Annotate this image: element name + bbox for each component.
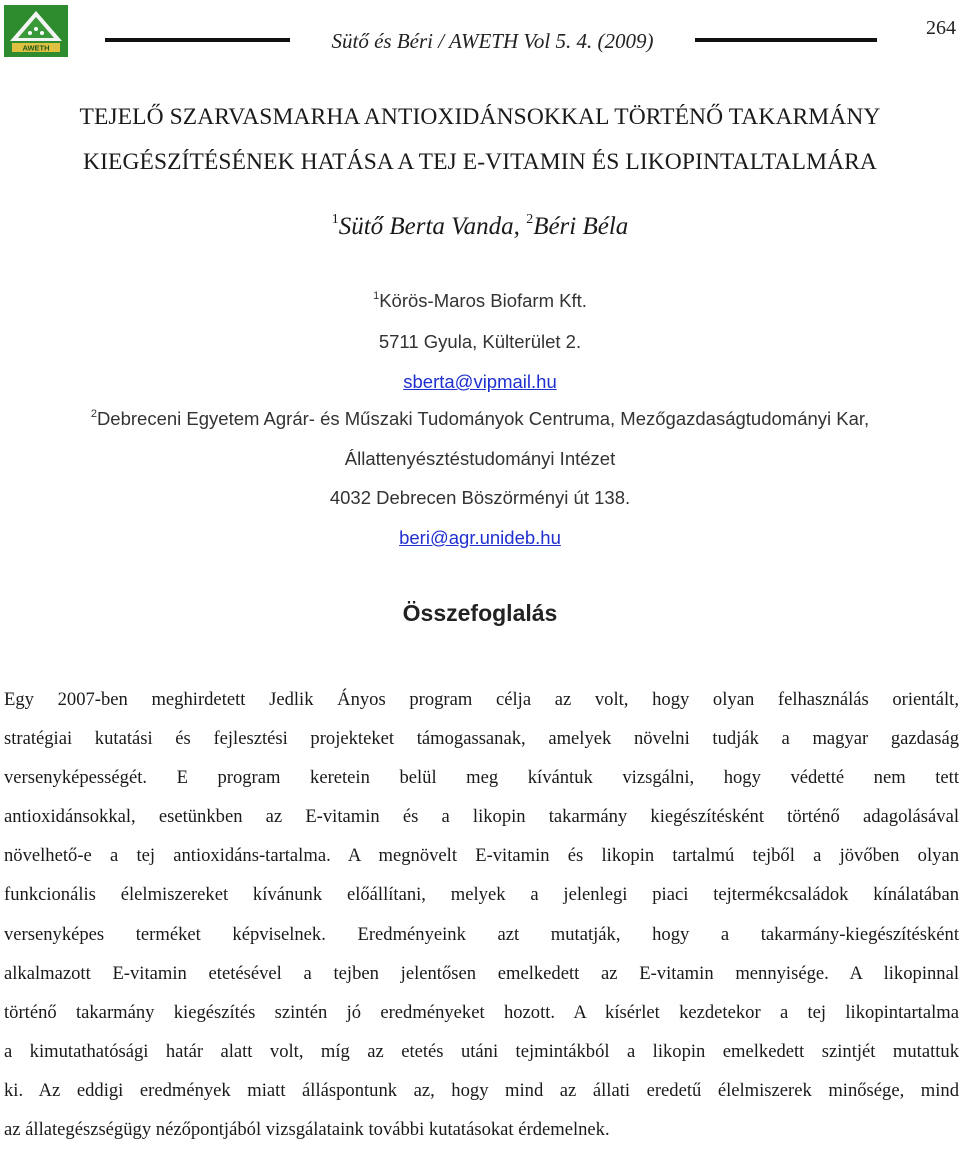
abstract-line: funkcionális élelmiszereket kívánunk előállítani, melyek a jelenlegi piaci tejtermékcsaládok kínálatában bbox=[4, 884, 959, 906]
author-2-affiliation-mark: 2 bbox=[526, 212, 534, 227]
abstract-line: versenyképességét. E program keretein belül meg kívántuk vizsgálni, hogy védetté nem tett bbox=[4, 767, 959, 789]
affiliation-2-name bbox=[0, 408, 960, 430]
abstract-line: ki. Az eddigi eredmények miatt álláspontunk az, hogy mind az állati eredetű élelmiszerek minősége, mind bbox=[4, 1079, 959, 1101]
affiliation-1-email-link[interactable]: sberta@vipmail.hu bbox=[403, 371, 557, 392]
journal-logo bbox=[4, 5, 68, 57]
author-1-name: Sütő Berta Vanda, bbox=[338, 213, 520, 240]
affiliation-1-text: Körös-Maros Biofarm Kft. bbox=[379, 290, 587, 311]
abstract-line: alkalmazott E-vitamin etetésével a tejben jelentősen emelkedett az E-vitamin mennyisége. A likopinnal bbox=[4, 962, 959, 984]
abstract-line: az állategészségügy nézőpontjából vizsgálataink további kutatásokat érdemelnek. bbox=[4, 1119, 610, 1141]
affiliation-1-mark: 1 bbox=[373, 290, 380, 302]
abstract-line: Egy 2007-ben meghirdetett Jedlik Ányos program célja az volt, hogy olyan felhasználás orientált, bbox=[4, 689, 959, 710]
affiliation-1-name bbox=[0, 290, 960, 312]
header-rule-right bbox=[695, 38, 877, 42]
author-2-name: Béri Béla bbox=[533, 213, 629, 240]
abstract-line: antioxidánsokkal, esetünkben az E-vitamin és a likopin takarmány kiegészítésként történő adagolásával bbox=[4, 806, 959, 828]
abstract-heading: Összefoglalás bbox=[402, 600, 558, 626]
affiliation-1-address: 5711 Gyula, Külterület 2. bbox=[378, 331, 582, 352]
page-number: 264 bbox=[926, 17, 956, 39]
affiliation-2-text: Debreceni Egyetem Agrár- és Műszaki Tudományok Centruma, Mezőgazdaságtudományi Kar, bbox=[96, 408, 870, 429]
title-line-2: KIEGÉSZÍTÉSÉNEK HATÁSA A TEJ E-VITAMIN ÉS LIKOPINTALTALMÁRA bbox=[83, 149, 877, 175]
title-line-1: TEJELŐ SZARVASMARHA ANTIOXIDÁNSOKKAL TÖRTÉNŐ TAKARMÁNY bbox=[79, 104, 881, 130]
article-title bbox=[0, 95, 960, 185]
abstract-line: növelhető-e a tej antioxidáns-tartalma. A megnövelt E-vitamin és likopin tartalmú tejből a jövőben olyan bbox=[4, 845, 959, 867]
page-header bbox=[0, 0, 960, 62]
author-1-affiliation-mark: 1 bbox=[331, 212, 339, 227]
journal-citation: Sütő és Béri / AWETH Vol 5. 4. (2009) bbox=[331, 29, 654, 53]
abstract-line: stratégiai kutatási és fejlesztési projekteket támogassanak, amelyek növelni tudják a magyar gazdaság bbox=[4, 728, 959, 750]
header-rule-left bbox=[105, 38, 290, 42]
abstract-line: történő takarmány kiegészítés szintén jó eredményeket hozott. A kísérlet kezdetekor a tej likopintartalma bbox=[4, 1001, 959, 1023]
affiliation-2-mark: 2 bbox=[90, 408, 97, 420]
abstract-line: versenyképes terméket képviselnek. Eredményeink azt mutatják, hogy a takarmány-kiegészítésként bbox=[4, 923, 959, 945]
affiliation-2-department: Állattenyésztéstudományi Intézet bbox=[344, 448, 616, 469]
abstract-body bbox=[4, 680, 959, 1149]
affiliation-2-address: 4032 Debrecen Böszörményi út 138. bbox=[329, 487, 631, 508]
abstract-line: a kimutathatósági határ alatt volt, míg az etetés utáni tejmintákból a likopin emelkedett szintjét mutattuk bbox=[4, 1040, 959, 1062]
affiliation-2-email-link[interactable]: beri@agr.unideb.hu bbox=[399, 527, 561, 548]
logo-text: AWETH bbox=[22, 43, 50, 53]
author-list bbox=[0, 200, 960, 247]
